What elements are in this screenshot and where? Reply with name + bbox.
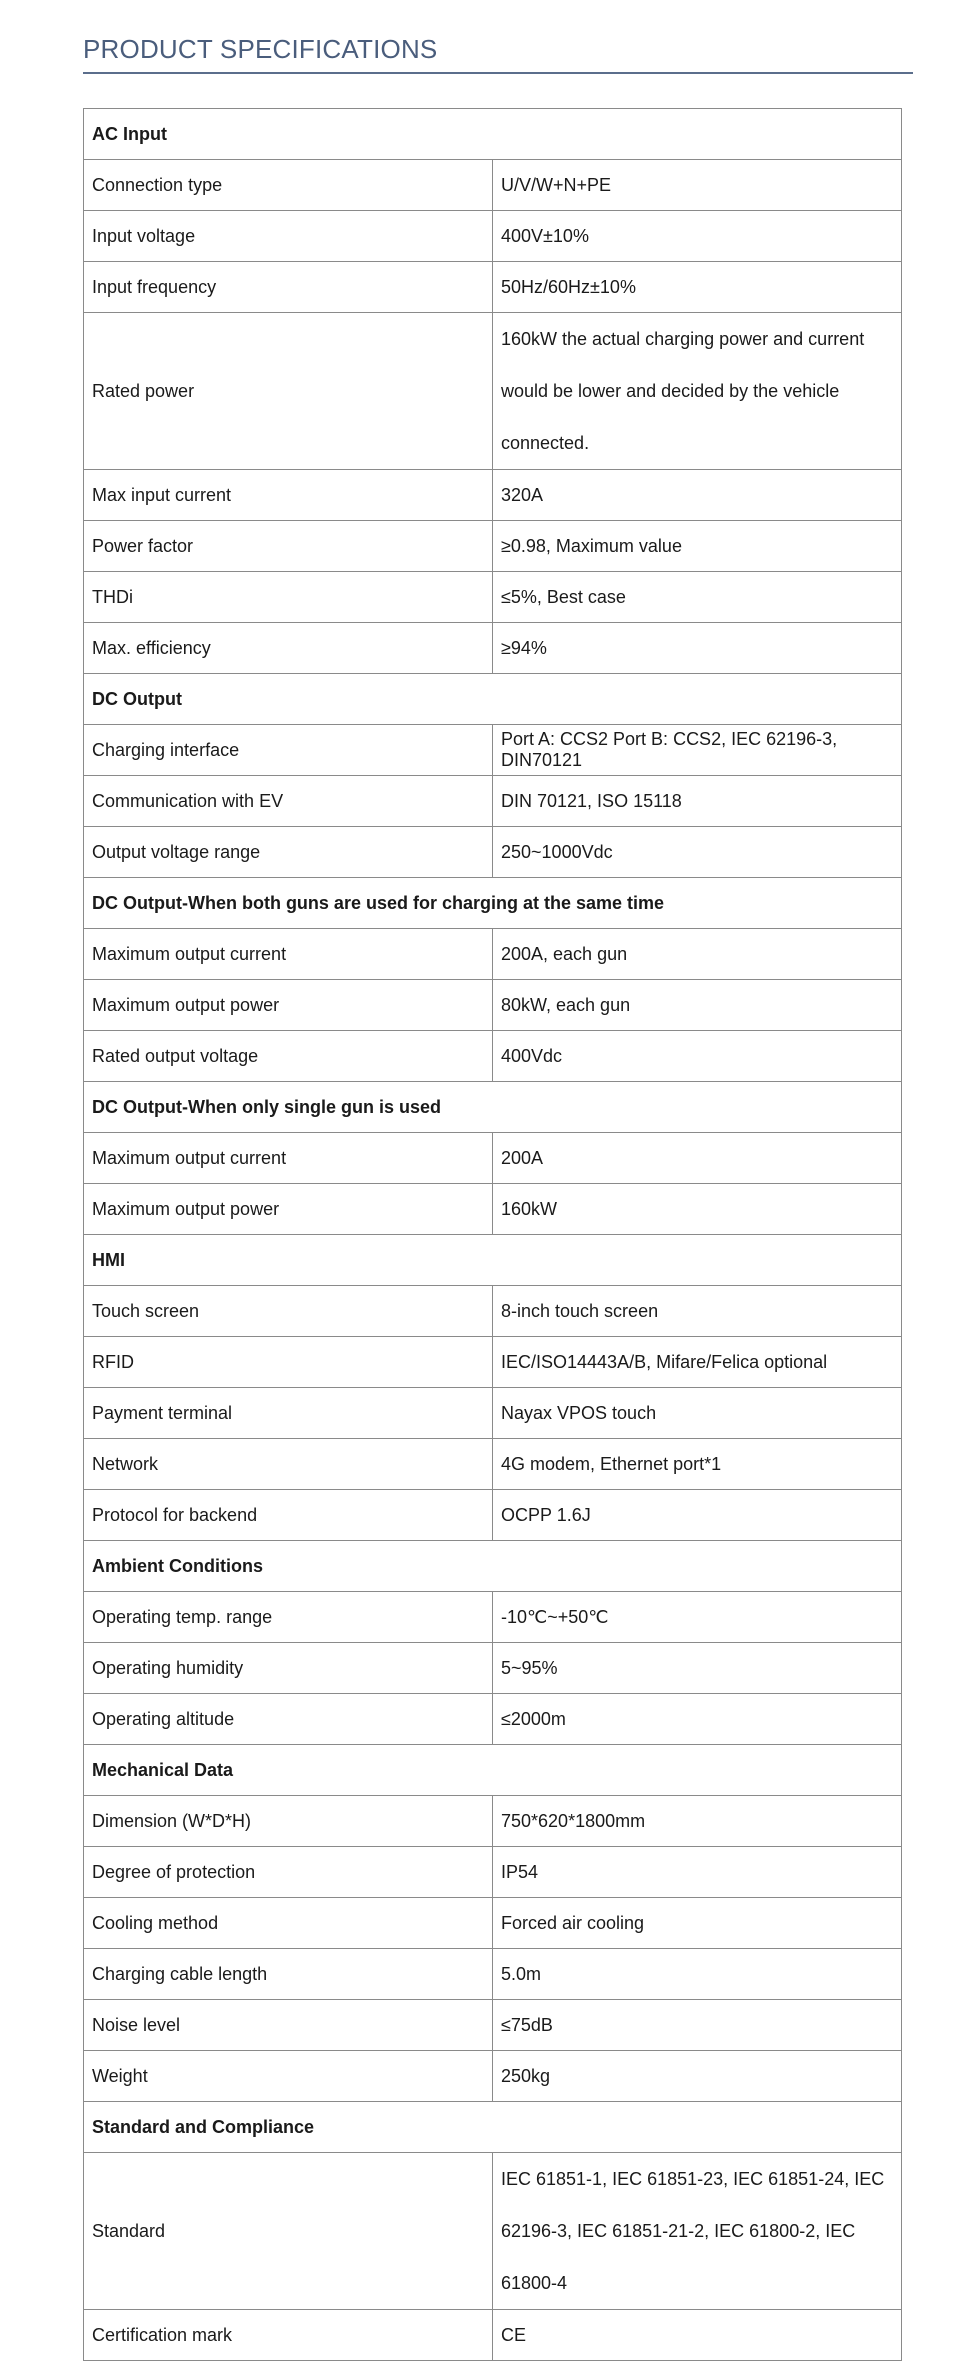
spec-value: IEC/ISO14443A/B, Mifare/Felica optional	[493, 1337, 902, 1388]
spec-label: Charging cable length	[84, 1949, 493, 2000]
spec-value: ≤5%, Best case	[493, 572, 902, 623]
spec-label: RFID	[84, 1337, 493, 1388]
section-header: DC Output-When only single gun is used	[84, 1082, 902, 1133]
section-header: DC Output	[84, 674, 902, 725]
spec-value: 5.0m	[493, 1949, 902, 2000]
spec-label: Max input current	[84, 470, 493, 521]
spec-row	[84, 1337, 902, 1388]
spec-row	[84, 1643, 902, 1694]
spec-row	[84, 623, 902, 674]
spec-label: Protocol for backend	[84, 1490, 493, 1541]
spec-row	[84, 2153, 902, 2310]
spec-label: Dimension (W*D*H)	[84, 1796, 493, 1847]
section-row	[84, 2102, 902, 2153]
section-header: DC Output-When both guns are used for charging at the same time	[84, 878, 902, 929]
spec-label: Maximum output current	[84, 929, 493, 980]
spec-row	[84, 2051, 902, 2102]
spec-value: CE	[493, 2310, 902, 2361]
spec-value: 4G modem, Ethernet port*1	[493, 1439, 902, 1490]
spec-label: Operating temp. range	[84, 1592, 493, 1643]
spec-row	[84, 1796, 902, 1847]
spec-row	[84, 1184, 902, 1235]
spec-value: U/V/W+N+PE	[493, 160, 902, 211]
spec-row	[84, 262, 902, 313]
section-header: HMI	[84, 1235, 902, 1286]
spec-row	[84, 2310, 902, 2361]
section-header: AC Input	[84, 109, 902, 160]
spec-value: ≥94%	[493, 623, 902, 674]
spec-value: IP54	[493, 1847, 902, 1898]
spec-row	[84, 470, 902, 521]
spec-value: 50Hz/60Hz±10%	[493, 262, 902, 313]
spec-label: Power factor	[84, 521, 493, 572]
spec-label: Communication with EV	[84, 776, 493, 827]
spec-label: Certification mark	[84, 2310, 493, 2361]
spec-label: Rated power	[84, 313, 493, 470]
spec-row	[84, 725, 902, 776]
spec-row	[84, 1694, 902, 1745]
spec-label: Operating humidity	[84, 1643, 493, 1694]
spec-label: Output voltage range	[84, 827, 493, 878]
spec-value: 8-inch touch screen	[493, 1286, 902, 1337]
spec-value: 200A, each gun	[493, 929, 902, 980]
spec-table-body	[84, 109, 902, 2361]
spec-value: DIN 70121, ISO 15118	[493, 776, 902, 827]
section-header: Mechanical Data	[84, 1745, 902, 1796]
spec-value: Port A: CCS2 Port B: CCS2, IEC 62196-3, DIN70121	[493, 725, 902, 776]
spec-table	[83, 108, 902, 2361]
spec-label: Network	[84, 1439, 493, 1490]
section-row	[84, 878, 902, 929]
section-row	[84, 1541, 902, 1592]
page-title: PRODUCT SPECIFICATIONS	[83, 34, 438, 64]
spec-row	[84, 980, 902, 1031]
spec-value: Nayax VPOS touch	[493, 1388, 902, 1439]
spec-label: Touch screen	[84, 1286, 493, 1337]
spec-row	[84, 827, 902, 878]
spec-label: Input frequency	[84, 262, 493, 313]
spec-row	[84, 211, 902, 262]
spec-label: Max. efficiency	[84, 623, 493, 674]
spec-value: 5~95%	[493, 1643, 902, 1694]
spec-row	[84, 1388, 902, 1439]
spec-row	[84, 929, 902, 980]
spec-value: 750*620*1800mm	[493, 1796, 902, 1847]
spec-row	[84, 2000, 902, 2051]
spec-row	[84, 1031, 902, 1082]
spec-label: Maximum output power	[84, 980, 493, 1031]
spec-value: 320A	[493, 470, 902, 521]
spec-label: Input voltage	[84, 211, 493, 262]
spec-row	[84, 1286, 902, 1337]
spec-value: 250kg	[493, 2051, 902, 2102]
spec-row	[84, 313, 902, 470]
spec-value: ≤75dB	[493, 2000, 902, 2051]
spec-row	[84, 776, 902, 827]
section-header: Standard and Compliance	[84, 2102, 902, 2153]
spec-row	[84, 521, 902, 572]
spec-value: -10℃~+50℃	[493, 1592, 902, 1643]
spec-label: Maximum output current	[84, 1133, 493, 1184]
spec-row	[84, 572, 902, 623]
spec-value: Forced air cooling	[493, 1898, 902, 1949]
spec-label: Payment terminal	[84, 1388, 493, 1439]
spec-value: 160kW the actual charging power and current would be lower and decided by the vehicle connected.	[493, 313, 902, 470]
spec-value: 400V±10%	[493, 211, 902, 262]
spec-value: IEC 61851-1, IEC 61851-23, IEC 61851-24, IEC 62196-3, IEC 61851-21-2, IEC 61800-2, IEC 61800-4	[493, 2153, 902, 2310]
section-header: Ambient Conditions	[84, 1541, 902, 1592]
spec-value: ≥0.98, Maximum value	[493, 521, 902, 572]
section-row	[84, 1745, 902, 1796]
spec-row	[84, 1949, 902, 2000]
spec-row	[84, 1898, 902, 1949]
spec-value: 160kW	[493, 1184, 902, 1235]
spec-label: Rated output voltage	[84, 1031, 493, 1082]
spec-value: ≤2000m	[493, 1694, 902, 1745]
section-row	[84, 109, 902, 160]
page-heading	[83, 36, 913, 74]
spec-label: Cooling method	[84, 1898, 493, 1949]
spec-value: 250~1000Vdc	[493, 827, 902, 878]
spec-label: Weight	[84, 2051, 493, 2102]
spec-row	[84, 1847, 902, 1898]
spec-label: Charging interface	[84, 725, 493, 776]
spec-label: Noise level	[84, 2000, 493, 2051]
spec-row	[84, 1592, 902, 1643]
spec-label: Connection type	[84, 160, 493, 211]
spec-label: Maximum output power	[84, 1184, 493, 1235]
spec-row	[84, 1133, 902, 1184]
spec-value: OCPP 1.6J	[493, 1490, 902, 1541]
spec-label: THDi	[84, 572, 493, 623]
spec-value: 80kW, each gun	[493, 980, 902, 1031]
spec-label: Operating altitude	[84, 1694, 493, 1745]
section-row	[84, 1235, 902, 1286]
section-row	[84, 674, 902, 725]
spec-value: 400Vdc	[493, 1031, 902, 1082]
spec-row	[84, 160, 902, 211]
spec-value: 200A	[493, 1133, 902, 1184]
spec-row	[84, 1439, 902, 1490]
spec-row	[84, 1490, 902, 1541]
section-row	[84, 1082, 902, 1133]
spec-label: Standard	[84, 2153, 493, 2310]
spec-label: Degree of protection	[84, 1847, 493, 1898]
